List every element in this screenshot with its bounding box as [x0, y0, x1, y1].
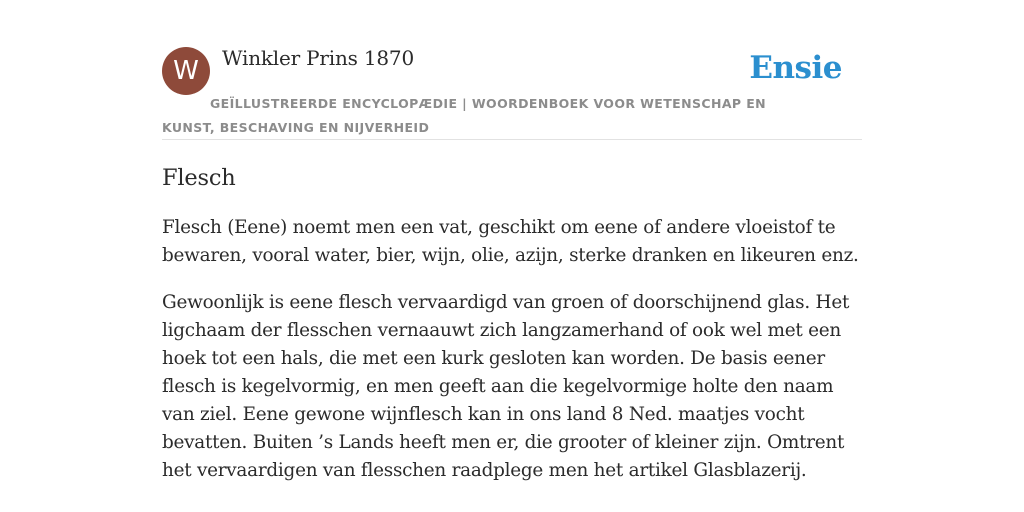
- source-subtitle: GEÏLLUSTREERDE ENCYCLOPÆDIE | WOORDENBOEK VOOR WETENSCHAP EN KUNST, BESCHAVING EN NIJVERHEID: [162, 96, 767, 135]
- page-header: [162, 40, 862, 140]
- brand-logo[interactable]: Ensie: [749, 50, 842, 86]
- article-title: Flesch: [162, 165, 236, 191]
- article-paragraph: Flesch (Eene) noemt men een vat, geschikt om eene of andere vloeistof te bewaren, vooral water, bier, wijn, olie, azijn, sterke dranken en likeuren enz.: [162, 217, 859, 266]
- article: [162, 162, 862, 504]
- source-avatar[interactable]: W: [162, 47, 210, 95]
- article-paragraph: Gewoonlijk is eene flesch vervaardigd van groen of doorschijnend glas. Het ligchaam der flesschen vernaauwt zich langzamerhand of ook wel met een hoek tot een hals, die met een kurk gesloten kan worden. De basis eener flesch is kegelvormig, en men geeft aan die kegelvormige holte den naam van ziel. Eene gewone wijnflesch kan in ons land 8 Ned. maatjes vocht bevatten. Buiten ’s Lands heeft men er, die grooter of kleiner zijn. Omtrent het vervaardigen van flesschen raadplege men het artikel Glasblazerij.: [162, 292, 850, 481]
- source-title[interactable]: Winkler Prins 1870: [222, 46, 414, 70]
